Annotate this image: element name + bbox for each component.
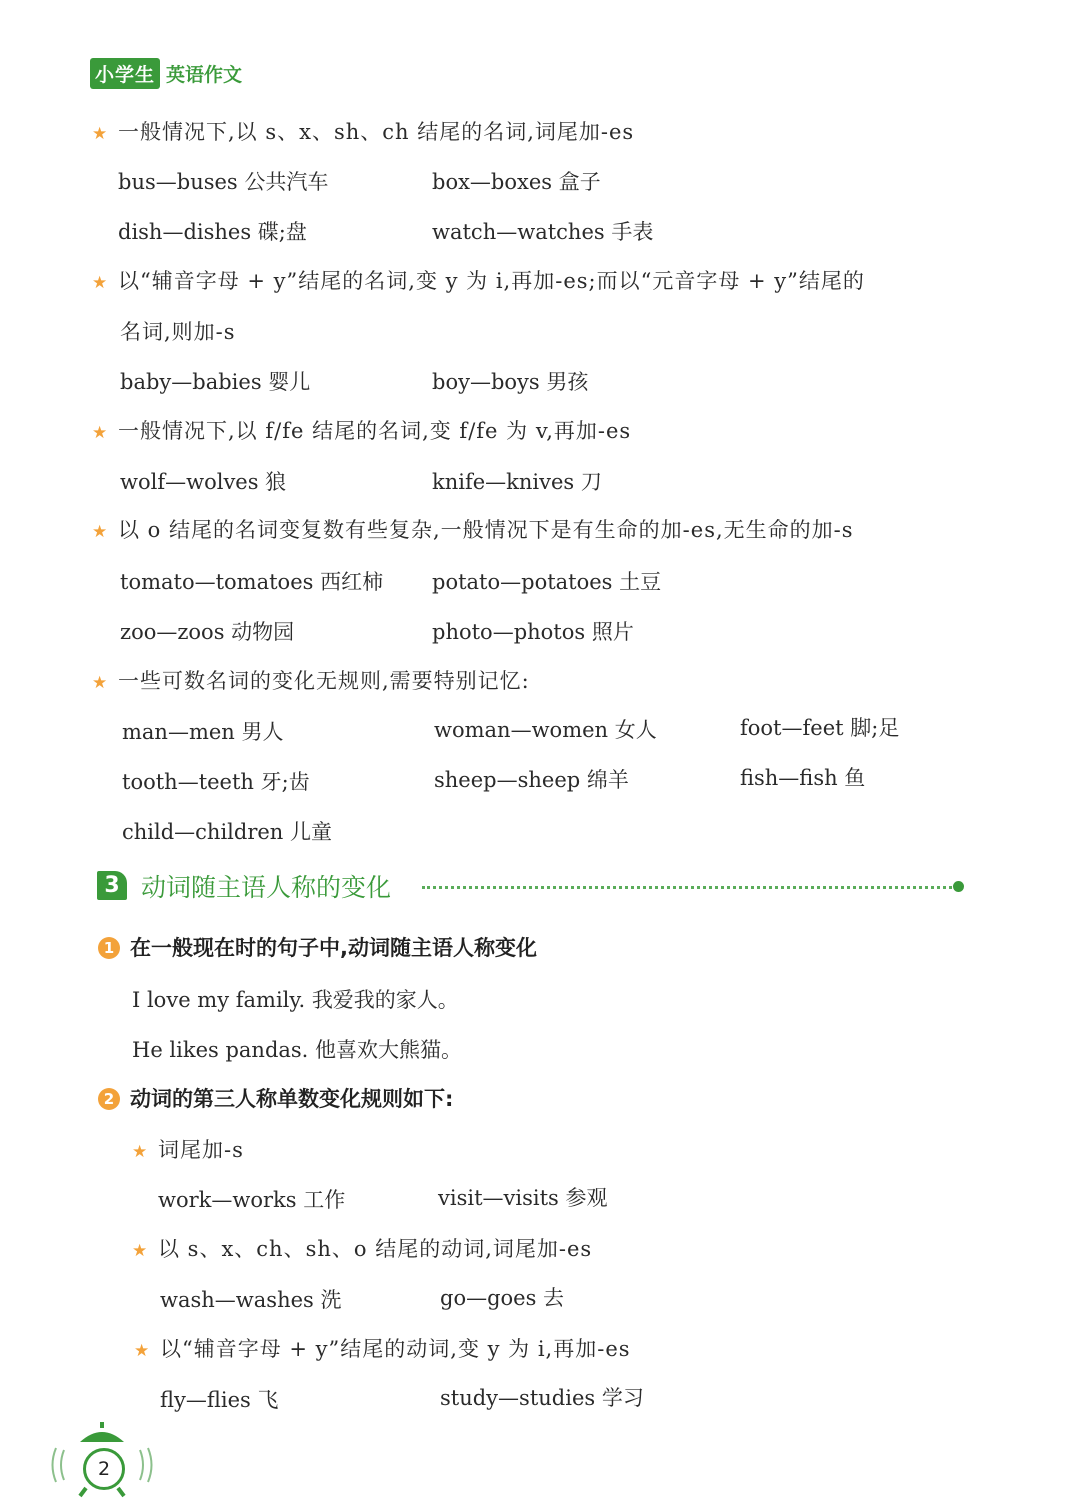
- rule-text: 以“辅音字母 + y”结尾的名词,变 y 为 i,再加-es;而以“元音字母 + y”结尾的: [118, 269, 865, 293]
- example: fish—fish 鱼: [740, 766, 866, 790]
- number-circle-icon: 2: [98, 1088, 120, 1110]
- example-sentence: I love my family. 我爱我的家人。: [132, 988, 459, 1012]
- star-icon: ★: [92, 673, 109, 693]
- example: watch—watches 手表: [432, 220, 654, 244]
- example: baby—babies 婴儿: [120, 370, 311, 394]
- example: zoo—zoos 动物园: [120, 620, 295, 644]
- star-icon: ★: [92, 124, 109, 144]
- verb-rule-3: [134, 1333, 631, 1363]
- rule-text: 一些可数名词的变化无规则,需要特别记忆:: [118, 669, 530, 693]
- star-icon: ★: [132, 1241, 149, 1261]
- subheading-2: [98, 1083, 453, 1113]
- star-icon: ★: [132, 1142, 149, 1162]
- plural-rule-3: [92, 415, 631, 445]
- example: potato—potatoes 土豆: [432, 570, 662, 594]
- example: sheep—sheep 绵羊: [434, 768, 629, 792]
- example: bus—buses 公共汽车: [118, 170, 329, 194]
- dotted-divider: [422, 886, 952, 889]
- verb-rule-2: [132, 1233, 592, 1263]
- example: photo—photos 照片: [432, 620, 634, 644]
- subheading-1: [98, 932, 537, 962]
- plural-rule-2: [92, 265, 865, 295]
- example: dish—dishes 碟;盘: [118, 220, 307, 244]
- section-title: 动词随主语人称的变化: [141, 873, 392, 902]
- book-header: [90, 58, 242, 88]
- section-header: [97, 868, 967, 904]
- example: wolf—wolves 狼: [120, 470, 287, 494]
- star-icon: ★: [92, 423, 109, 443]
- divider-end-dot: [953, 881, 964, 892]
- example: man—men 男人: [122, 720, 284, 744]
- example: fly—flies 飞: [160, 1388, 279, 1412]
- rule-text: 以 o 结尾的名词变复数有些复杂,一般情况下是有生命的加-es,无生命的加-s: [118, 518, 854, 542]
- number-circle-icon: 1: [98, 937, 120, 959]
- example: child—children 儿童: [122, 820, 332, 844]
- rule-text: 词尾加-s: [158, 1138, 244, 1162]
- book-series-badge: 小学生: [90, 58, 160, 89]
- rule-text: 以 s、x、ch、sh、o 结尾的动词,词尾加-es: [158, 1237, 593, 1261]
- example: work—works 工作: [158, 1188, 346, 1212]
- example: boy—boys 男孩: [432, 370, 589, 394]
- example: knife—knives 刀: [432, 470, 602, 494]
- plural-rule-1: [92, 116, 634, 146]
- example: tooth—teeth 牙;齿: [122, 770, 310, 794]
- example: study—studies 学习: [440, 1386, 644, 1410]
- rule-text: 以“辅音字母 + y”结尾的动词,变 y 为 i,再加-es: [160, 1337, 631, 1361]
- star-icon: ★: [92, 522, 109, 542]
- example: woman—women 女人: [434, 718, 657, 742]
- section-number: 3: [97, 871, 127, 900]
- plural-rule-5: [92, 665, 530, 695]
- page-number-clock: [50, 1420, 160, 1500]
- rule-text: 一般情况下,以 f/fe 结尾的名词,变 f/fe 为 v,再加-es: [118, 419, 632, 443]
- rule-continuation: 名词,则加-s: [120, 320, 236, 344]
- example-sentence: He likes pandas. 他喜欢大熊猫。: [132, 1038, 463, 1062]
- verb-rule-1: [132, 1134, 244, 1164]
- example: wash—washes 洗: [160, 1288, 342, 1312]
- star-icon: ★: [92, 273, 109, 293]
- example: visit—visits 参观: [438, 1186, 608, 1210]
- star-icon: ★: [134, 1341, 151, 1361]
- book-subtitle: 英语作文: [166, 63, 243, 86]
- subheading-text: 动词的第三人称单数变化规则如下:: [130, 1087, 454, 1111]
- example: tomato—tomatoes 西红柿: [120, 570, 384, 594]
- rule-text: 一般情况下,以 s、x、sh、ch 结尾的名词,词尾加-es: [118, 120, 635, 144]
- plural-rule-4: [92, 514, 854, 544]
- subheading-text: 在一般现在时的句子中,动词随主语人称变化: [130, 936, 537, 960]
- page-number: 2: [83, 1448, 125, 1490]
- example: foot—feet 脚;足: [740, 716, 900, 740]
- example: box—boxes 盒子: [432, 170, 601, 194]
- example: go—goes 去: [440, 1286, 565, 1310]
